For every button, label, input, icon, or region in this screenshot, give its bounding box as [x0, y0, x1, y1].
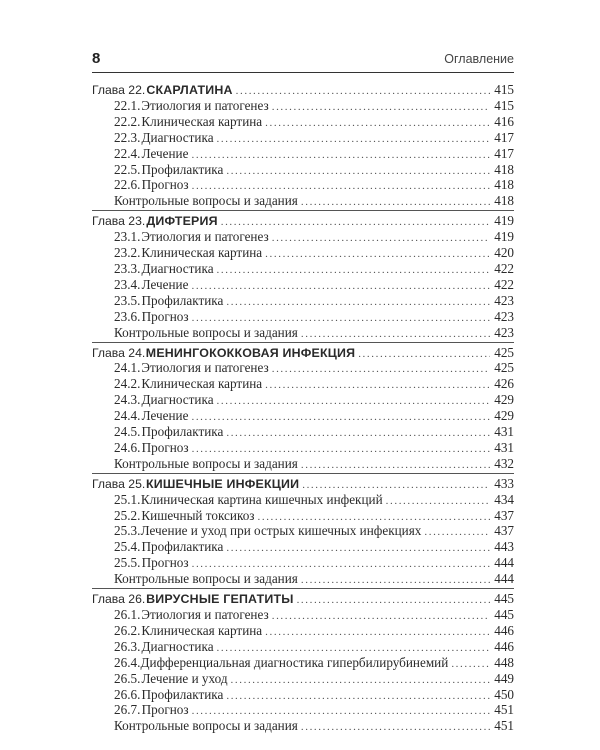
section-number: 22.4.	[114, 145, 141, 161]
toc-section-row[interactable]	[92, 639, 514, 655]
section-title: Лечение и уход при острых кишечных инфекциях	[140, 523, 422, 539]
toc-section-row[interactable]	[92, 309, 514, 325]
section-number: 26.2.	[114, 622, 141, 638]
section-title: Прогноз	[141, 702, 189, 718]
chapter-title: МЕНИНГОКОККОВАЯ ИНФЕКЦИЯ	[145, 345, 356, 360]
running-head	[92, 50, 514, 73]
page-ref: 437	[494, 523, 514, 539]
section-title: Диагностика	[141, 392, 214, 408]
dot-leader	[265, 247, 490, 263]
page-ref: 444	[494, 555, 514, 571]
section-number: 23.2.	[114, 245, 141, 261]
section-title: Прогноз	[141, 555, 189, 571]
page-ref: 449	[494, 670, 514, 686]
dot-leader	[265, 625, 490, 641]
section-title: Лечение и уход	[141, 670, 228, 686]
dot-leader	[451, 657, 490, 673]
dot-leader	[226, 164, 490, 180]
dot-leader	[231, 673, 490, 689]
section-title: Контрольные вопросы и задания	[114, 571, 298, 587]
dot-leader	[301, 195, 490, 211]
page-ref: 443	[494, 539, 514, 555]
dot-leader	[272, 231, 490, 247]
page-ref: 415	[494, 82, 514, 97]
dot-leader	[272, 362, 490, 378]
section-number: 24.2.	[114, 376, 141, 392]
page-ref: 431	[494, 424, 514, 440]
section-number: 23.3.	[114, 260, 141, 276]
dot-leader	[217, 263, 490, 279]
page-ref: 419	[494, 213, 514, 229]
section-number: 26.1.	[114, 607, 141, 622]
section-number: 26.3.	[114, 638, 141, 654]
section-title: Профилактика	[141, 686, 224, 702]
chapter-label: Глава 22.	[92, 83, 146, 97]
section-title: Клиническая картина кишечных инфекций	[140, 491, 383, 507]
section-title: Контрольные вопросы и задания	[114, 455, 298, 471]
toc-section-row[interactable]	[92, 456, 514, 472]
section-number: 23.6.	[114, 308, 141, 324]
section-title: Прогноз	[141, 177, 189, 193]
dot-leader	[226, 541, 490, 557]
section-number: 24.5.	[114, 424, 141, 440]
page-ref: 446	[494, 622, 514, 638]
page-ref: 420	[494, 245, 514, 261]
toc-chapter-row[interactable]	[92, 213, 514, 229]
toc-section-row[interactable]	[92, 424, 514, 440]
dot-leader	[191, 410, 490, 426]
section-title: Профилактика	[141, 424, 224, 440]
page-ref: 415	[494, 97, 514, 113]
page-ref: 444	[494, 571, 514, 587]
toc-chapter-row[interactable]	[92, 345, 514, 361]
dot-leader	[358, 347, 490, 363]
toc-section-row[interactable]	[92, 508, 514, 524]
toc-section-row[interactable]	[92, 162, 514, 178]
toc-section-row[interactable]	[92, 229, 514, 245]
section-title: Этиология и патогенез	[141, 229, 269, 245]
section-title: Этиология и патогенез	[141, 97, 269, 113]
section-number: 26.6.	[114, 686, 141, 702]
page-ref: 432	[494, 455, 514, 471]
section-title: Прогноз	[141, 308, 189, 324]
chapter-title: СКАРЛАТИНА	[146, 83, 233, 97]
section-number: 22.5.	[114, 161, 141, 177]
toc-section-row[interactable]	[92, 360, 514, 376]
section-title: Дифференциальная диагностика гипербилирубинемий	[140, 654, 449, 670]
dot-leader	[272, 100, 490, 116]
section-number: 26.5.	[114, 670, 141, 686]
page-ref: 437	[494, 507, 514, 523]
dot-leader	[265, 378, 490, 394]
toc-section-row[interactable]	[92, 555, 514, 571]
section-title: Клиническая картина	[141, 622, 263, 638]
page-ref: 451	[494, 718, 514, 734]
chapter-label: Глава 23.	[92, 214, 146, 229]
page-ref: 418	[494, 193, 514, 209]
page-ref: 426	[494, 376, 514, 392]
dot-leader	[236, 84, 490, 100]
section-number: 24.6.	[114, 439, 141, 455]
dot-leader	[424, 525, 490, 541]
section-number: 24.1.	[114, 360, 141, 376]
dot-leader	[301, 458, 490, 474]
toc-chapter-row[interactable]	[92, 476, 514, 492]
section-title: Прогноз	[141, 439, 189, 455]
dot-leader	[191, 148, 490, 164]
dot-leader	[226, 426, 490, 442]
section-title: Клиническая картина	[141, 376, 263, 392]
page-ref: 416	[494, 113, 514, 129]
dot-leader	[217, 132, 490, 148]
section-number: 23.4.	[114, 276, 141, 292]
page-ref: 417	[494, 145, 514, 161]
section-title: Лечение	[141, 276, 189, 292]
page-ref: 422	[494, 260, 514, 276]
chapter-label: Глава 26.	[92, 592, 146, 607]
section-title: Контрольные вопросы и задания	[114, 718, 298, 734]
section-title: Этиология и патогенез	[141, 360, 269, 376]
section-number: 24.3.	[114, 392, 141, 408]
page-ref: 423	[494, 324, 514, 340]
page-ref: 433	[494, 475, 514, 491]
dot-leader	[265, 116, 490, 132]
section-title: Контрольные вопросы и задания	[114, 324, 298, 340]
page-ref: 425	[494, 360, 514, 376]
dot-leader	[226, 689, 490, 705]
page-ref: 429	[494, 408, 514, 424]
section-title: Клиническая картина	[141, 245, 263, 261]
chapter-label: Глава 25.	[92, 476, 146, 491]
section-number: 25.5.	[114, 555, 141, 571]
section-title: Контрольные вопросы и задания	[114, 193, 298, 209]
toc-section-row[interactable]	[92, 98, 514, 114]
toc-section-row[interactable]	[92, 130, 514, 146]
dot-leader	[301, 573, 490, 589]
toc-section-row[interactable]	[92, 392, 514, 408]
page-ref: 423	[494, 308, 514, 324]
toc-section-row[interactable]	[92, 623, 514, 639]
section-title: Профилактика	[141, 161, 224, 177]
toc-section-row[interactable]	[92, 325, 514, 341]
toc-section-row[interactable]	[92, 607, 514, 623]
section-number: 25.3.	[114, 523, 141, 539]
page-ref: 425	[494, 344, 514, 360]
toc-section-row[interactable]	[92, 718, 514, 734]
section-title: Лечение	[141, 145, 189, 161]
section-number: 23.1.	[114, 229, 141, 245]
toc-section-row[interactable]	[92, 408, 514, 424]
toc-chapter-row[interactable]	[92, 82, 514, 98]
section-number: 26.7.	[114, 702, 141, 718]
toc-section-row[interactable]	[92, 193, 514, 209]
section-title: Профилактика	[141, 539, 224, 555]
section-number: 25.1.	[114, 491, 141, 507]
page-ref: 419	[494, 229, 514, 245]
dot-leader	[226, 295, 490, 311]
section-title: Кишечный токсикоз	[141, 507, 255, 523]
page-ref: 418	[494, 177, 514, 193]
page-ref: 417	[494, 129, 514, 145]
chapter-title: ВИРУСНЫЕ ГЕПАТИТЫ	[146, 592, 294, 607]
section-title: Диагностика	[141, 260, 214, 276]
page-ref: 450	[494, 686, 514, 702]
dot-leader	[191, 279, 490, 295]
page-ref: 448	[494, 654, 514, 670]
dot-leader	[272, 609, 490, 625]
section-number: 22.6.	[114, 177, 141, 193]
page-ref: 446	[494, 638, 514, 654]
page-ref: 418	[494, 161, 514, 177]
toc-section-row[interactable]	[92, 376, 514, 392]
section-title: Этиология и патогенез	[141, 607, 269, 622]
toc-section-row[interactable]	[92, 702, 514, 718]
toc-section-row[interactable]	[92, 261, 514, 277]
toc-section-row[interactable]	[92, 440, 514, 456]
page-ref: 429	[494, 392, 514, 408]
dot-leader	[217, 394, 490, 410]
section-number: 22.1.	[114, 97, 141, 113]
page-ref: 423	[494, 292, 514, 308]
toc-section-row[interactable]	[92, 492, 514, 508]
dot-leader	[297, 593, 490, 609]
page-ref: 422	[494, 276, 514, 292]
chapter-title: ДИФТЕРИЯ	[146, 214, 218, 229]
section-number: 25.4.	[114, 539, 141, 555]
page-ref: 431	[494, 439, 514, 455]
page-ref: 434	[494, 491, 514, 507]
toc-section-row[interactable]	[92, 146, 514, 162]
page-ref: 445	[494, 607, 514, 622]
section-number: 25.2.	[114, 507, 141, 523]
toc-section-row[interactable]	[92, 293, 514, 309]
section-number: 24.4.	[114, 408, 141, 424]
toc-section-row[interactable]	[92, 687, 514, 703]
page-ref: 445	[494, 591, 514, 607]
toc-section-row[interactable]	[92, 571, 514, 587]
toc-section-row[interactable]	[92, 671, 514, 687]
table-of-contents	[92, 82, 514, 734]
toc-section-row[interactable]	[92, 655, 514, 671]
toc-section-row[interactable]	[92, 523, 514, 539]
section-number: 26.4.	[114, 654, 141, 670]
dot-leader	[301, 720, 490, 736]
section-title: Диагностика	[141, 129, 214, 145]
page-ref: 451	[494, 702, 514, 718]
section-title: Оглавление	[444, 52, 514, 66]
toc-section-row[interactable]	[92, 245, 514, 261]
section-title: Диагностика	[141, 638, 214, 654]
section-number: 22.2.	[114, 113, 141, 129]
section-title: Лечение	[141, 408, 189, 424]
dot-leader	[301, 327, 490, 343]
toc-section-row[interactable]	[92, 114, 514, 130]
section-number: 23.5.	[114, 292, 141, 308]
section-title: Клиническая картина	[141, 113, 263, 129]
chapter-title: КИШЕЧНЫЕ ИНФЕКЦИИ	[146, 476, 300, 491]
section-title: Профилактика	[141, 292, 224, 308]
dot-leader	[386, 494, 490, 510]
toc-chapter-row[interactable]	[92, 591, 514, 607]
toc-section-row[interactable]	[92, 277, 514, 293]
chapter-label: Глава 24.	[92, 345, 146, 360]
toc-section-row[interactable]	[92, 539, 514, 555]
page-number: 8	[92, 50, 101, 67]
section-number: 22.3.	[114, 129, 141, 145]
toc-section-row[interactable]	[92, 177, 514, 193]
